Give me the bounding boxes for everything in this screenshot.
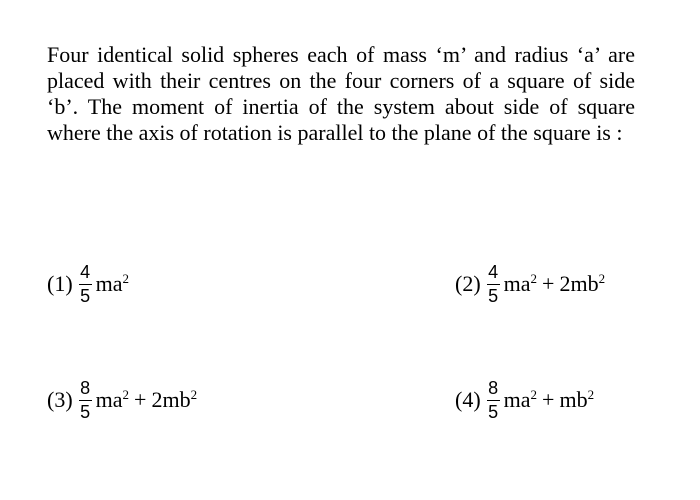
option-expression [96, 271, 129, 297]
plus-operator: + [542, 387, 555, 412]
fraction [487, 262, 500, 306]
term-1: ma [95, 271, 123, 296]
fraction [79, 262, 92, 306]
option-3 [47, 378, 197, 422]
option-number: (4) [455, 387, 481, 412]
fraction [487, 378, 500, 422]
fraction-bar [79, 400, 92, 401]
fraction-numerator: 8 [488, 378, 499, 398]
fraction-bar [79, 284, 92, 285]
question-text: Four identical solid spheres each of mass ‘m’ and radius ‘a’ are placed with their centres on the four corners of a square of side ‘b’. The moment of inertia of the system about side of square where the axis of rotation is parallel to the plane of the square is : [47, 42, 635, 145]
fraction-numerator: 8 [80, 378, 91, 398]
option-4 [455, 378, 594, 422]
term-2-exponent: 2 [190, 387, 198, 402]
plus-operator: + [134, 387, 147, 412]
option-expression [504, 271, 605, 297]
option-number: (3) [47, 387, 73, 412]
fraction-denominator: 5 [80, 402, 91, 422]
term-2: mb [559, 387, 588, 412]
option-1 [47, 262, 129, 306]
term-1-exponent: 2 [122, 387, 130, 402]
term-2-exponent: 2 [598, 271, 606, 286]
option-expression [96, 387, 197, 413]
term-1-exponent: 2 [530, 271, 538, 286]
fraction-bar [487, 284, 500, 285]
term-1-exponent: 2 [530, 387, 538, 402]
fraction [79, 378, 92, 422]
option-number: (2) [455, 271, 481, 296]
term-1-exponent: 2 [122, 271, 130, 286]
fraction-denominator: 5 [80, 286, 91, 306]
option-number: (1) [47, 271, 73, 296]
option-expression [504, 387, 594, 413]
option-2 [455, 262, 605, 306]
fraction-denominator: 5 [488, 402, 499, 422]
fraction-bar [487, 400, 500, 401]
fraction-numerator: 4 [488, 262, 499, 282]
fraction-denominator: 5 [488, 286, 499, 306]
term-2-exponent: 2 [587, 387, 595, 402]
term-1: ma [503, 271, 531, 296]
term-2: 2mb [151, 387, 191, 412]
term-1: ma [503, 387, 531, 412]
fraction-numerator: 4 [80, 262, 91, 282]
term-1: ma [95, 387, 123, 412]
plus-operator: + [542, 271, 555, 296]
term-2: 2mb [559, 271, 599, 296]
